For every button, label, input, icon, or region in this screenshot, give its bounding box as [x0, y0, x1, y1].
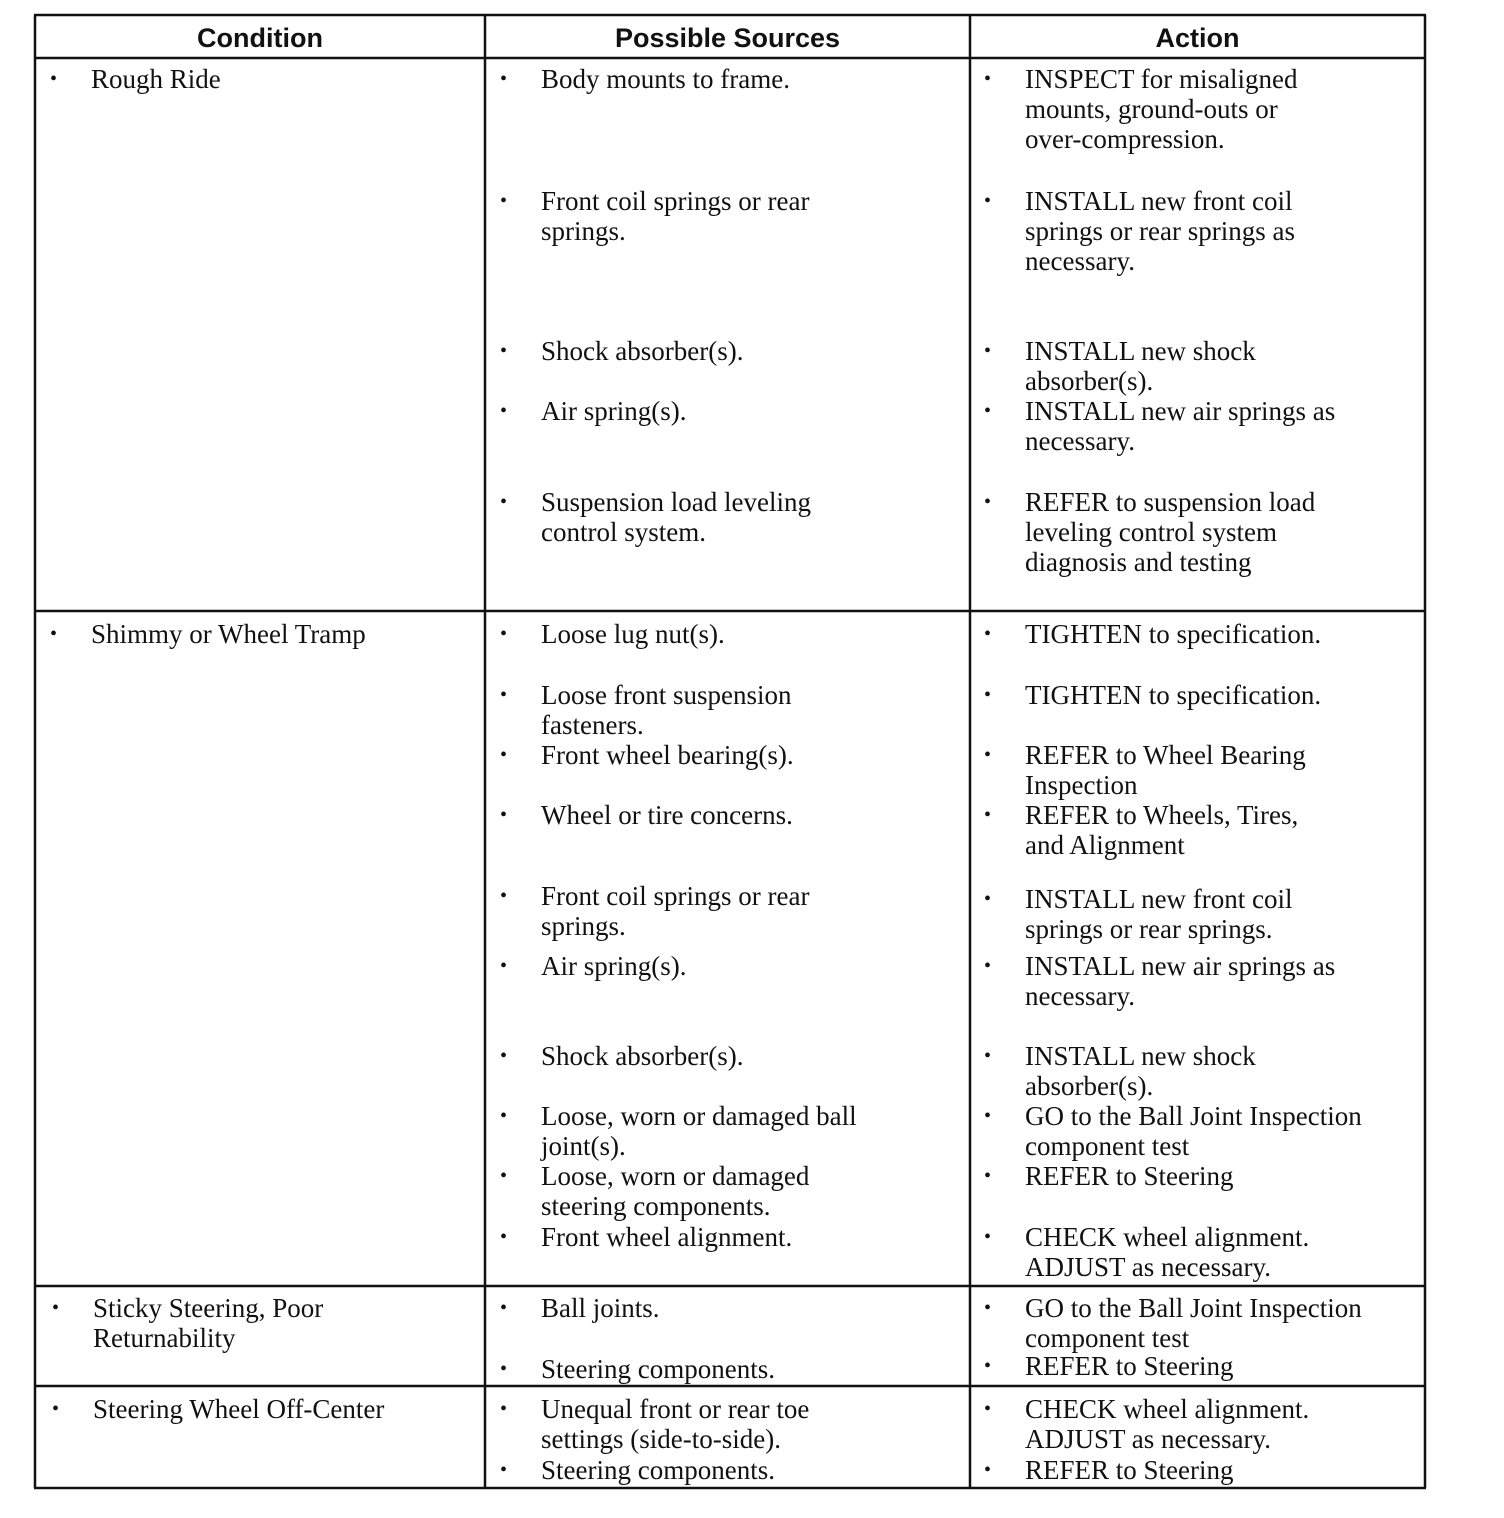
header-action: Action [1155, 22, 1240, 53]
source-item [541, 740, 794, 770]
bullet-glyph: • [500, 684, 508, 706]
action-item-line: over-compression. [1025, 124, 1225, 154]
source-item [541, 619, 725, 649]
bullet-glyph: • [500, 1105, 508, 1127]
action-item [1025, 1455, 1234, 1485]
action-item [1025, 1351, 1234, 1381]
action-item-line: TIGHTEN to specification. [1025, 619, 1322, 649]
action-item-line: absorber(s). [1025, 1071, 1154, 1101]
bullet-glyph: • [50, 623, 58, 645]
condition-item [91, 64, 221, 94]
source-item-line: Air spring(s). [541, 396, 687, 426]
bullet-glyph: • [500, 804, 508, 826]
bullet-glyph: • [984, 955, 992, 977]
source-item-line: springs. [541, 911, 626, 941]
bullet-glyph: • [500, 1226, 508, 1248]
source-item [541, 336, 743, 366]
source-item [541, 951, 686, 981]
action-item-line: INSTALL new shock [1025, 336, 1256, 366]
action-item [1025, 884, 1293, 944]
action-item-line: necessary. [1025, 426, 1135, 456]
action-item-line: INSTALL new air springs as [1025, 396, 1336, 426]
bullet-glyph: • [984, 1297, 992, 1319]
bullet-glyph: • [984, 1459, 992, 1481]
bullet-glyph: • [500, 1398, 508, 1420]
action-item-line: REFER to Wheels, Tires, [1025, 800, 1299, 830]
source-item [541, 1293, 660, 1323]
action-item-line: GO to the Ball Joint Inspection [1025, 1101, 1362, 1131]
source-item-line: settings (side-to-side). [541, 1424, 781, 1454]
source-item-line: Suspension load leveling [541, 487, 811, 517]
action-item [1025, 800, 1298, 860]
action-item [1025, 619, 1321, 649]
action-item-line: and Alignment [1025, 830, 1185, 860]
source-item-line: steering components. [541, 1191, 771, 1221]
action-item-line: REFER to Wheel Bearing [1025, 740, 1306, 770]
condition-item-line: Sticky Steering, Poor [93, 1293, 324, 1323]
action-item [1025, 680, 1321, 710]
source-item [541, 186, 809, 246]
source-item-line: Loose, worn or damaged ball [541, 1101, 857, 1131]
bullet-glyph: • [984, 1398, 992, 1420]
source-item-line: Air spring(s). [541, 951, 687, 981]
bullet-glyph: • [500, 744, 508, 766]
action-item-line: component test [1025, 1323, 1190, 1353]
action-item-line: INSTALL new shock [1025, 1041, 1256, 1071]
bullet-glyph: • [500, 1297, 508, 1319]
action-item [1025, 1101, 1362, 1161]
bullet-glyph: • [500, 623, 508, 645]
bullet-glyph: • [984, 340, 992, 362]
action-item-line: CHECK wheel alignment. [1025, 1222, 1310, 1252]
action-item-line: component test [1025, 1131, 1190, 1161]
condition-item [93, 1394, 384, 1424]
bullet-glyph: • [984, 1165, 992, 1187]
header-condition: Condition [197, 22, 323, 53]
action-item [1025, 1222, 1309, 1282]
action-item-line: REFER to Steering [1025, 1161, 1234, 1191]
bullet-glyph: • [984, 491, 992, 513]
source-item-line: Steering components. [541, 1455, 775, 1485]
action-item-line: INSTALL new front coil [1025, 186, 1293, 216]
action-item-line: REFER to Steering [1025, 1351, 1234, 1381]
source-item-line: springs. [541, 216, 626, 246]
action-item-line: necessary. [1025, 246, 1135, 276]
action-item-line: leveling control system [1025, 517, 1277, 547]
bullet-glyph: • [52, 1398, 60, 1420]
action-item-line: Inspection [1025, 770, 1138, 800]
condition-item-line: Returnability [93, 1323, 236, 1353]
source-item [541, 881, 809, 941]
source-item-line: Shock absorber(s). [541, 336, 744, 366]
action-item-line: absorber(s). [1025, 366, 1154, 396]
action-item-line: INSPECT for misaligned [1025, 64, 1298, 94]
bullet-glyph: • [500, 68, 508, 90]
action-item-line: ADJUST as necessary. [1025, 1424, 1271, 1454]
bullet-glyph: • [500, 491, 508, 513]
action-item-line: diagnosis and testing [1025, 547, 1252, 577]
source-item [541, 1041, 743, 1071]
action-item-line: springs or rear springs. [1025, 914, 1273, 944]
bullet-glyph: • [984, 804, 992, 826]
action-item [1025, 396, 1335, 456]
action-item-line: REFER to Steering [1025, 1455, 1234, 1485]
bullet-glyph: • [500, 1358, 508, 1380]
action-item [1025, 64, 1298, 154]
header-possible-sources: Possible Sources [614, 22, 841, 53]
source-item-line: Front wheel alignment. [541, 1222, 793, 1252]
action-item [1025, 1041, 1256, 1101]
source-item-line: joint(s). [541, 1131, 626, 1161]
source-item-line: Loose front suspension [541, 680, 792, 710]
source-item [541, 396, 686, 426]
source-item [541, 1354, 775, 1384]
bullet-glyph: • [984, 400, 992, 422]
action-item [1025, 1161, 1234, 1191]
source-item [541, 1161, 809, 1221]
bullet-glyph: • [984, 623, 992, 645]
source-item-line: Loose lug nut(s). [541, 619, 725, 649]
source-item-line: Body mounts to frame. [541, 64, 790, 94]
source-item [541, 680, 791, 740]
source-item [541, 800, 793, 830]
source-item-line: Unequal front or rear toe [541, 1394, 810, 1424]
action-item [1025, 1293, 1362, 1353]
action-item [1025, 186, 1295, 276]
bullet-glyph: • [500, 885, 508, 907]
source-item-line: Front coil springs or rear [541, 881, 810, 911]
action-item [1025, 1394, 1309, 1454]
bullet-glyph: • [52, 1297, 60, 1319]
condition-item-line: Steering Wheel Off-Center [93, 1394, 385, 1424]
source-item-line: Shock absorber(s). [541, 1041, 744, 1071]
bullet-glyph: • [984, 68, 992, 90]
bullet-glyph: • [500, 400, 508, 422]
action-item [1025, 487, 1315, 577]
source-item-line: Front coil springs or rear [541, 186, 810, 216]
source-item-line: Wheel or tire concerns. [541, 800, 793, 830]
condition-item [93, 1293, 323, 1353]
action-item-line: REFER to suspension load [1025, 487, 1316, 517]
bullet-glyph: • [50, 68, 58, 90]
condition-item-line: Shimmy or Wheel Tramp [91, 619, 366, 649]
action-item [1025, 336, 1256, 396]
source-item [541, 487, 811, 547]
action-item-line: CHECK wheel alignment. [1025, 1394, 1310, 1424]
source-item [541, 1455, 775, 1485]
condition-item-line: Rough Ride [91, 64, 221, 94]
bullet-glyph: • [500, 340, 508, 362]
bullet-glyph: • [500, 955, 508, 977]
action-item [1025, 951, 1335, 1011]
condition-item [91, 619, 366, 649]
source-item-line: Steering components. [541, 1354, 775, 1384]
bullet-glyph: • [984, 1355, 992, 1377]
action-item-line: springs or rear springs as [1025, 216, 1295, 246]
action-item-line: ADJUST as necessary. [1025, 1252, 1271, 1282]
source-item [541, 1222, 792, 1252]
source-item-line: Ball joints. [541, 1293, 660, 1323]
bullet-glyph: • [984, 684, 992, 706]
bullet-glyph: • [984, 888, 992, 910]
action-item-line: necessary. [1025, 981, 1135, 1011]
action-item [1025, 740, 1306, 800]
bullet-glyph: • [984, 1105, 992, 1127]
bullet-glyph: • [984, 744, 992, 766]
bullet-glyph: • [500, 1165, 508, 1187]
action-item-line: GO to the Ball Joint Inspection [1025, 1293, 1362, 1323]
source-item [541, 1394, 809, 1454]
source-item-line: control system. [541, 517, 706, 547]
action-item-line: TIGHTEN to specification. [1025, 680, 1322, 710]
action-item-line: INSTALL new air springs as [1025, 951, 1336, 981]
source-item-line: fasteners. [541, 710, 644, 740]
source-item [541, 1101, 857, 1161]
bullet-glyph: • [500, 1459, 508, 1481]
bullet-glyph: • [500, 1045, 508, 1067]
action-item-line: mounts, ground-outs or [1025, 94, 1278, 124]
source-item-line: Loose, worn or damaged [541, 1161, 810, 1191]
bullet-glyph: • [984, 1226, 992, 1248]
source-item-line: Front wheel bearing(s). [541, 740, 794, 770]
action-item-line: INSTALL new front coil [1025, 884, 1293, 914]
bullet-glyph: • [984, 190, 992, 212]
bullet-glyph: • [984, 1045, 992, 1067]
bullet-glyph: • [500, 190, 508, 212]
source-item [541, 64, 790, 94]
